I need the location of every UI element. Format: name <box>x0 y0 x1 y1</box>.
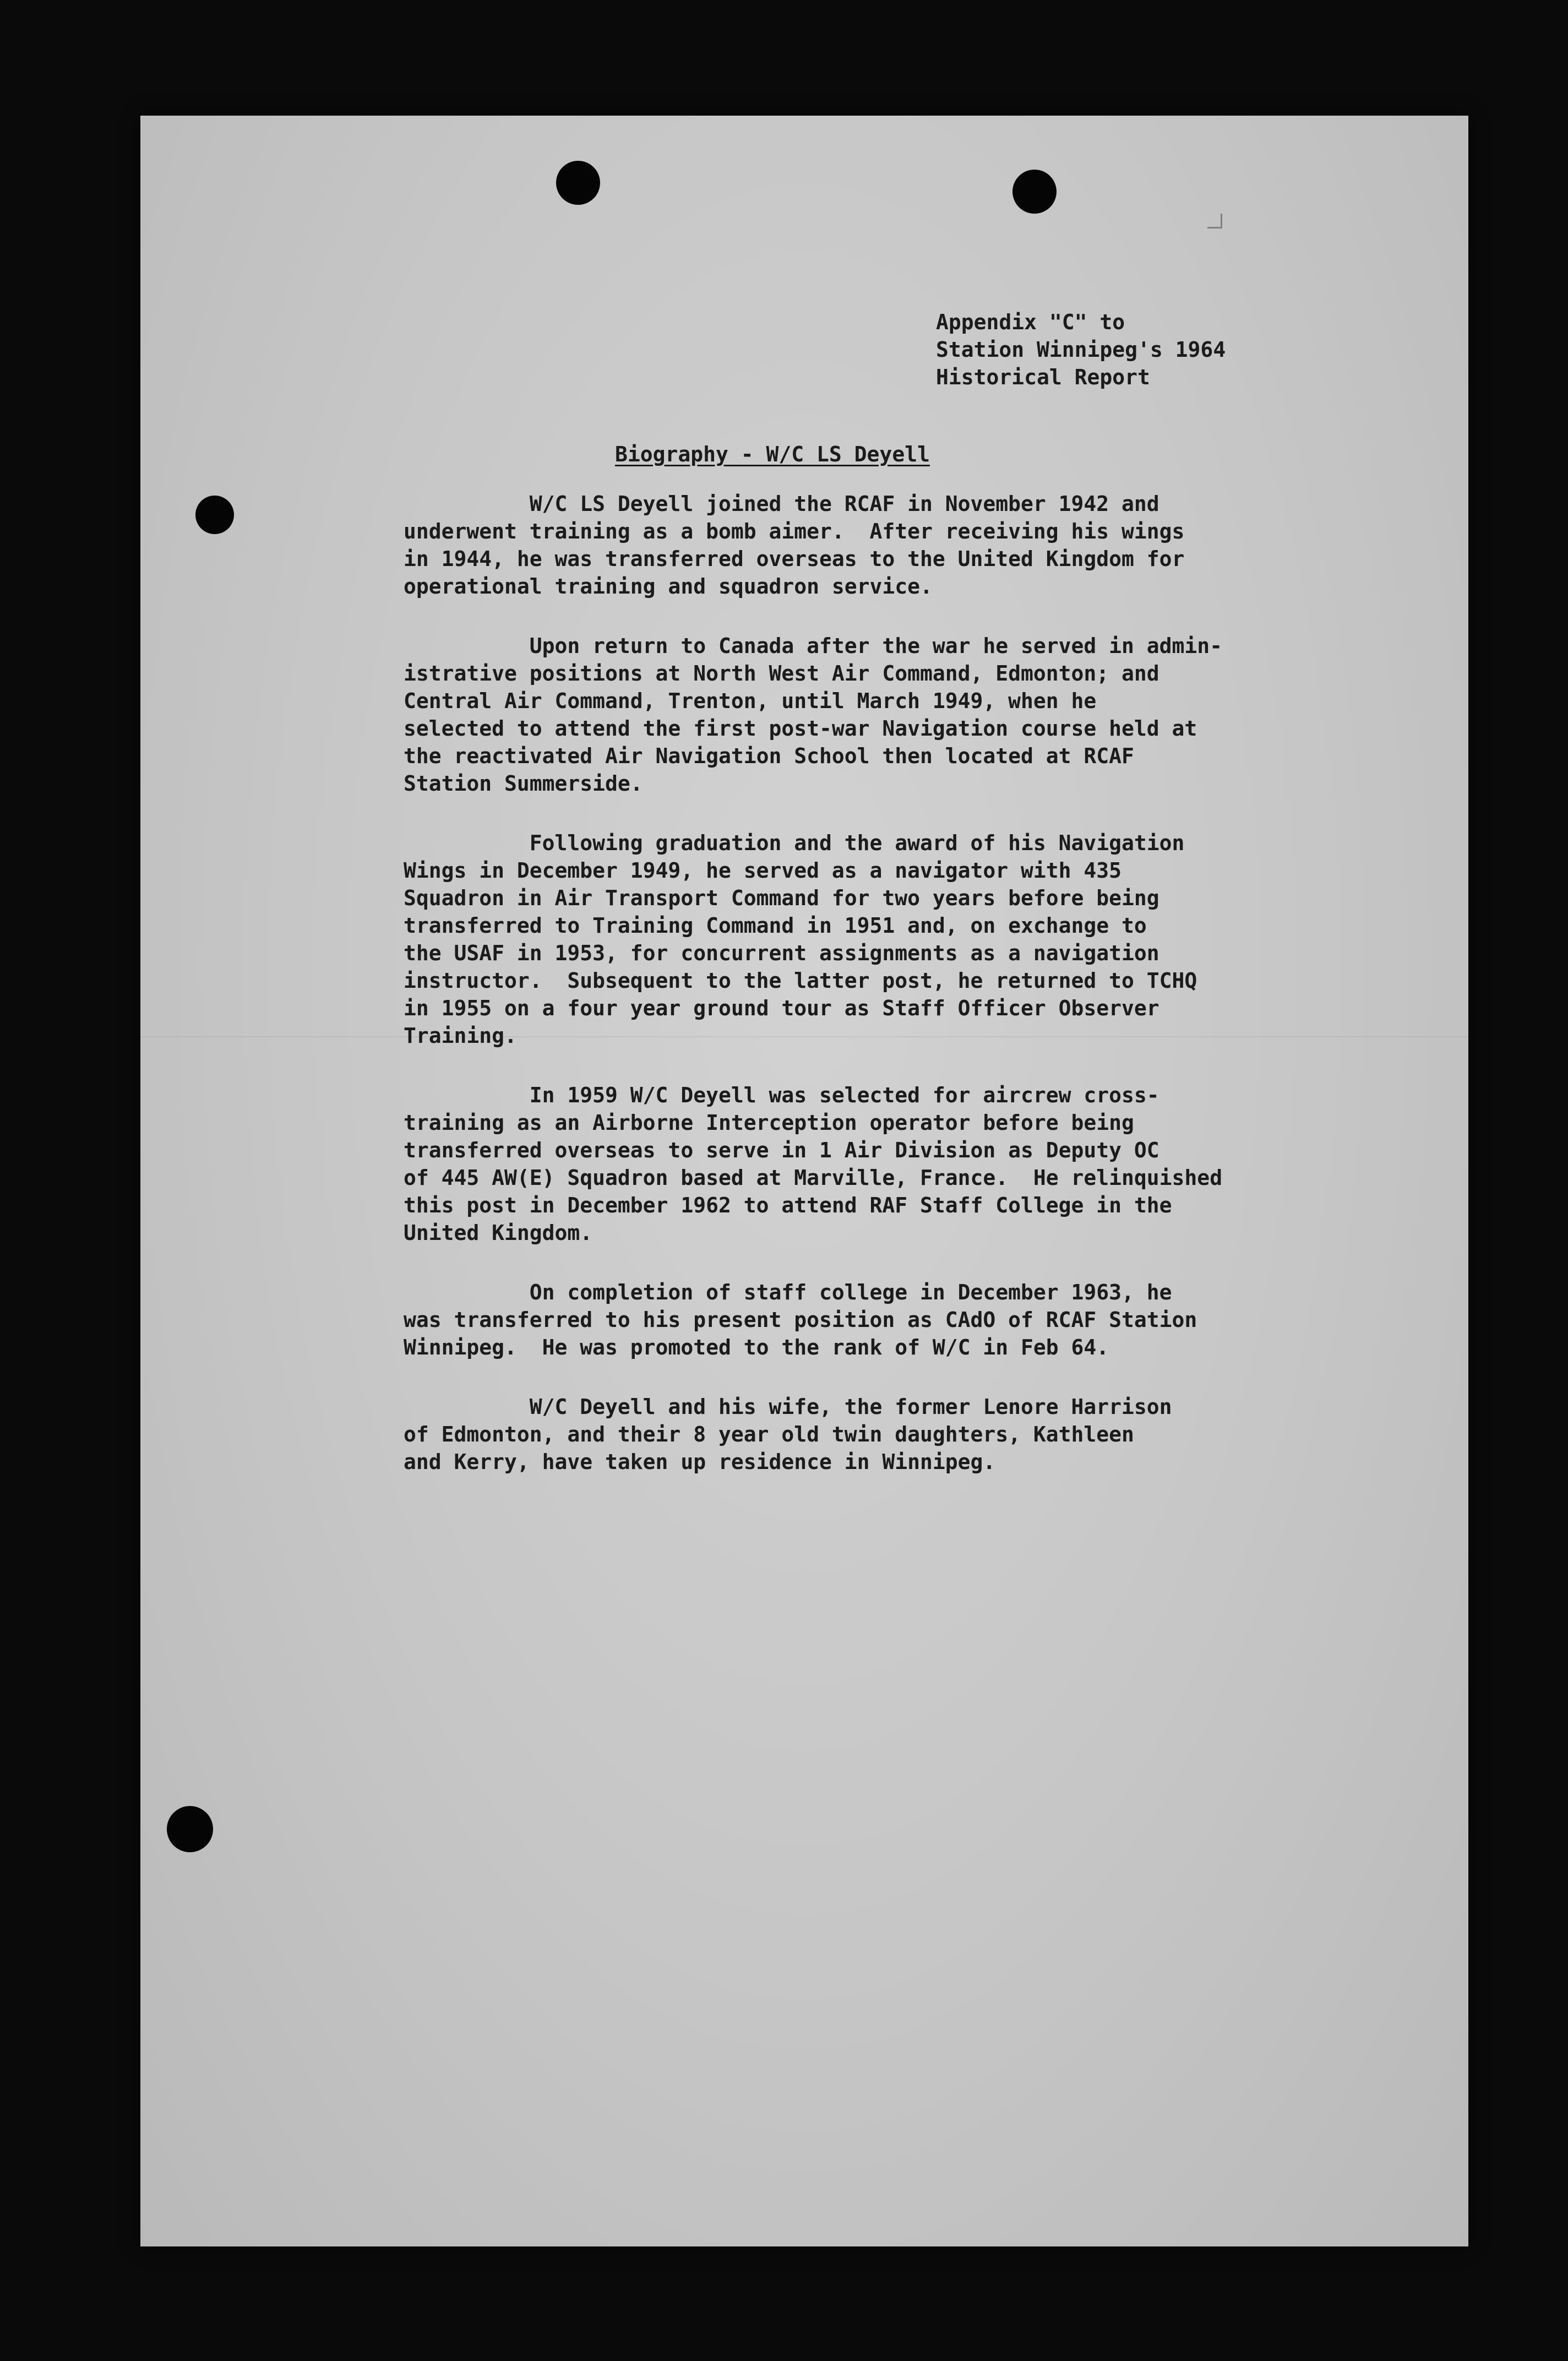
paragraph: W/C LS Deyell joined the RCAF in November 1942 and underwent training as a bomb aimer. After receiving his wings in 1944, he was transferred overseas to the United Kingdom for operational training and squadron service. <box>404 492 1185 599</box>
document-title: Biography - W/C LS Deyell <box>615 442 930 466</box>
punch-hole <box>195 496 234 534</box>
paragraph: Upon return to Canada after the war he served in admin- istrative positions at North West Air Command, Edmonton; and Central Air Command, Trenton, until March 1949, when he selected to attend the first post-war Navigation course held at the reactivated Air Navigation School then located at RCAF Station Summerside. <box>404 634 1223 796</box>
paragraph: W/C Deyell and his wife, the former Lenore Harrison of Edmonton, and their 8 year old twin daughters, Kathleen and Kerry, have taken up residence in Winnipeg. <box>404 1395 1172 1474</box>
document-page <box>140 116 1468 2246</box>
appendix-line: Appendix "C" to <box>936 310 1125 334</box>
punch-hole <box>556 161 600 205</box>
document-body <box>404 490 1450 1508</box>
punch-hole <box>1012 170 1057 214</box>
paragraph: On completion of staff college in December 1963, he was transferred to his present position as CAdO of RCAF Station Winnipeg. He was promoted to the rank of W/C in Feb 64. <box>404 1280 1197 1359</box>
paragraph: Following graduation and the award of his Navigation Wings in December 1949, he served as a navigator with 435 Squadron in Air Transport Command for two years before being transferred to Training Command in 1951 and, on exchange to the USAF in 1953, for concurrent assignments as a navigation instructor. Subsequent to the latter post, he returned to TCHQ in 1955 on a four year ground tour as Staff Officer Observer Training. <box>404 831 1197 1048</box>
corner-mark <box>1207 214 1222 229</box>
punch-hole <box>167 1806 213 1852</box>
appendix-line: Historical Report <box>936 365 1150 389</box>
appendix-line: Station Winnipeg's 1964 <box>936 338 1226 362</box>
appendix-reference <box>936 308 1226 391</box>
paragraph: In 1959 W/C Deyell was selected for aircrew cross- training as an Airborne Interception operator before being transferred overseas to serve in 1 Air Division as Deputy OC of 445 AW(E) Squadron based at Marville, France. He relinquished this post in December 1962 to attend RAF Staff College in the United Kingdom. <box>404 1083 1223 1245</box>
